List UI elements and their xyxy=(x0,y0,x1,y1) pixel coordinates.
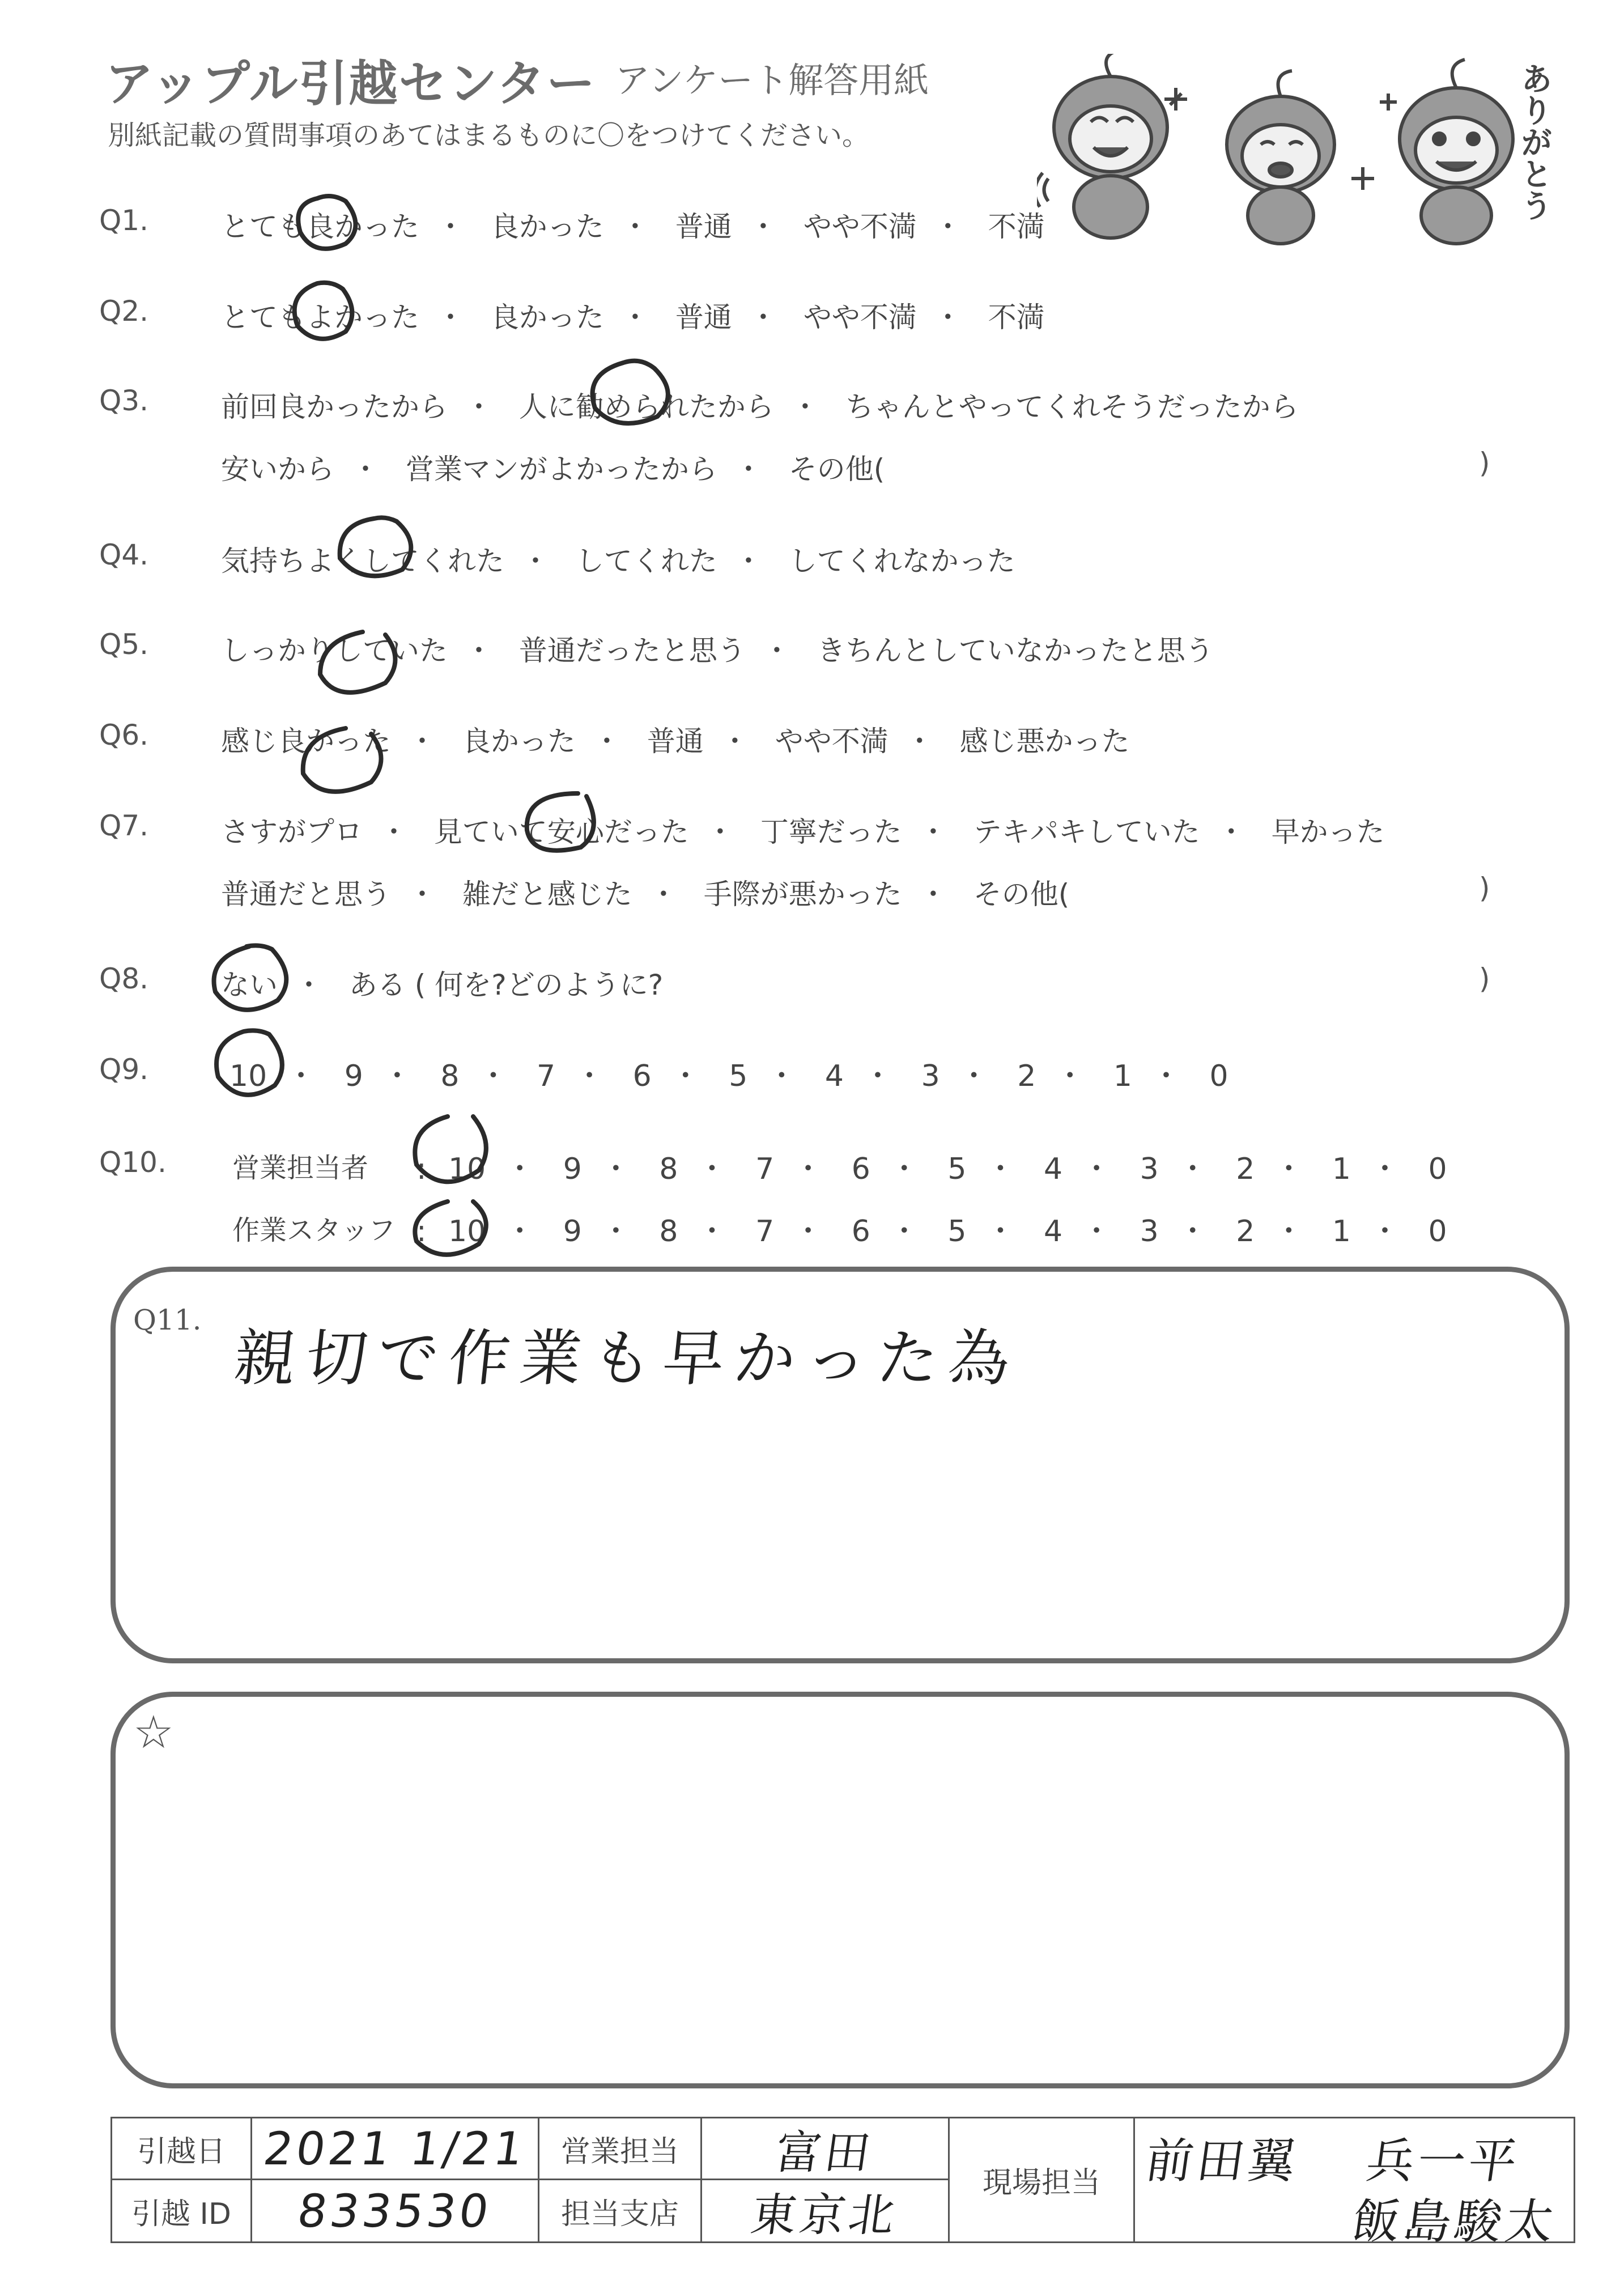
q5-options: しっかりしていた ・ 普通だったと思う ・ きちんとしていなかったと思う xyxy=(221,628,1214,669)
q9-value[interactable]: 8 xyxy=(440,1059,460,1093)
q3-option[interactable]: 営業マンがよかったから xyxy=(405,453,717,486)
q10-sales-label: 営業担当者 xyxy=(232,1152,369,1184)
q2-option[interactable]: 普通 xyxy=(675,301,732,334)
q8-label: Q8. xyxy=(99,962,149,995)
site-rep-label: 現場担当 xyxy=(948,2117,1135,2243)
q10-sales-value[interactable]: 9 xyxy=(563,1152,582,1186)
moving-date-label: 引越日 xyxy=(110,2117,252,2180)
q9-value[interactable]: 9 xyxy=(344,1059,363,1093)
footer-table xyxy=(110,2117,1575,2249)
moving-id-cell[interactable] xyxy=(250,2179,539,2243)
q3-label: Q3. xyxy=(99,384,149,417)
q10-staff-value[interactable]: 5 xyxy=(947,1215,967,1249)
site-rep-cell[interactable] xyxy=(1133,2117,1575,2249)
q10-sales-value[interactable]: 0 xyxy=(1428,1152,1447,1186)
q2-option[interactable]: とてもよかった xyxy=(221,301,419,334)
sales-rep-cell[interactable] xyxy=(700,2117,950,2180)
q6-option[interactable]: 普通 xyxy=(647,725,704,758)
q3-option[interactable]: 前回良かったから xyxy=(221,390,448,423)
q6-options: 感じ良かった ・ 良かった ・ 普通 ・ やや不満 ・ 感じ悪かった xyxy=(221,719,1130,759)
monkey-mascots-illustration xyxy=(1037,54,1564,247)
q7-option-other[interactable]: その他( xyxy=(973,878,1070,911)
moving-id-label: 引越 ID xyxy=(110,2179,252,2243)
q9-value[interactable]: 3 xyxy=(921,1059,940,1093)
q10-staff-value[interactable]: 3 xyxy=(1140,1215,1159,1249)
q10-staff-value[interactable]: 7 xyxy=(755,1215,775,1249)
q10-staff-value[interactable]: 8 xyxy=(659,1215,678,1249)
q11-handwritten-answer: 親切で作業も早かった為 xyxy=(231,1323,1024,1394)
q4-option[interactable]: してくれた xyxy=(575,545,717,578)
q1-option[interactable]: とても良かった xyxy=(221,210,419,243)
q1-option[interactable]: 良かった xyxy=(490,210,604,243)
q10-staff-value[interactable]: 2 xyxy=(1236,1215,1255,1249)
q7-options-line2: 普通だと思う ・ 雑だと感じた ・ 手際が悪かった ・ その他( xyxy=(221,872,1069,912)
q9-value[interactable]: 7 xyxy=(537,1059,556,1093)
branch-value: 東京北 xyxy=(747,2188,902,2241)
q5-option[interactable]: しっかりしていた xyxy=(221,634,448,667)
site-rep-value: 兵一平 xyxy=(1363,2133,1524,2189)
monkey-laughing-icon xyxy=(1037,54,1167,238)
star-comment-box[interactable] xyxy=(110,1692,1570,2088)
q6-option[interactable]: やや不満 xyxy=(775,725,888,758)
q3-option[interactable]: ちゃんとやってくれそうだったから xyxy=(845,390,1299,423)
q5-label: Q5. xyxy=(99,628,149,661)
q9-value[interactable]: 1 xyxy=(1113,1059,1132,1093)
q1-options: とても良かった ・ 良かった ・ 普通 ・ やや不満 ・ 不満 xyxy=(221,204,1045,245)
q9-value[interactable]: 5 xyxy=(729,1059,748,1093)
q7-option[interactable]: テキパキしていた xyxy=(973,816,1200,848)
q1-option[interactable]: 普通 xyxy=(675,210,732,243)
q9-scale: 10 ・ 9 ・ 8 ・ 7 ・ 6 ・ 5 ・ 4 ・ 3 ・ 2 ・ 1 ・ 0 xyxy=(229,1059,1228,1093)
q7-option[interactable]: 普通だと思う xyxy=(221,878,391,911)
q10-sales-value[interactable]: 2 xyxy=(1236,1152,1255,1186)
site-rep-value: 前田翼 xyxy=(1142,2133,1303,2189)
q10-staff-scale: : 10 ・ 9 ・ 8 ・ 7 ・ 6 ・ 5 ・ 4 ・ 3 ・ 2 ・ 1 ・ 0 xyxy=(416,1215,1447,1249)
q10-staff-value[interactable]: 0 xyxy=(1428,1215,1447,1249)
q1-label: Q1. xyxy=(99,204,149,237)
moving-date-cell[interactable] xyxy=(250,2117,539,2180)
q7-close-paren: ) xyxy=(1479,872,1490,905)
q7-option[interactable]: 見ていて安心だった xyxy=(433,816,689,848)
q2-options: とてもよかった ・ 良かった ・ 普通 ・ やや不満 ・ 不満 xyxy=(221,295,1045,336)
monkey-smiling-icon xyxy=(1400,60,1513,244)
q8-options: ない ・ ある ( 何を?どのように? xyxy=(221,962,663,1003)
branch-cell[interactable] xyxy=(700,2179,950,2243)
sales-rep-label: 営業担当 xyxy=(538,2117,702,2180)
q5-option[interactable]: 普通だったと思う xyxy=(518,634,746,667)
form-subtitle: アンケート解答用紙 xyxy=(615,60,929,101)
q10-sales-value[interactable]: 1 xyxy=(1332,1152,1351,1186)
q3-option[interactable]: 人に勧められたから xyxy=(518,390,774,423)
q10-sales-value[interactable]: 6 xyxy=(851,1152,870,1186)
moving-id-value: 833530 xyxy=(294,2184,496,2237)
instruction-text: 別紙記載の質問事項のあてはまるものに〇をつけてください。 xyxy=(108,120,870,151)
q3-options-line1: 前回良かったから ・ 人に勧められたから ・ ちゃんとやってくれそうだったから xyxy=(221,384,1299,425)
q6-option[interactable]: 良かった xyxy=(462,725,576,758)
q8-option[interactable]: ある ( 何を?どのように? xyxy=(348,969,664,1001)
sales-rep-value: 富田 xyxy=(772,2126,877,2179)
q2-label: Q2. xyxy=(99,295,149,328)
q4-options: 気持ちよくしてくれた ・ してくれた ・ してくれなかった xyxy=(221,538,1015,579)
q4-option[interactable]: してくれなかった xyxy=(788,545,1015,578)
q2-option[interactable]: 良かった xyxy=(490,301,604,334)
branch-label: 担当支店 xyxy=(538,2179,702,2243)
q3-option-other[interactable]: その他( xyxy=(788,453,885,486)
q7-option[interactable]: さすがプロ xyxy=(221,816,363,848)
site-rep-value: 飯島駿太 xyxy=(1349,2194,1561,2249)
q6-option[interactable]: 感じ悪かった xyxy=(959,725,1130,758)
moving-date-value: 2021 1/21 xyxy=(260,2122,530,2175)
q10-staff-value[interactable]: 9 xyxy=(563,1215,582,1249)
q10-staff-value[interactable]: 6 xyxy=(851,1215,870,1249)
q9-label: Q9. xyxy=(99,1053,149,1086)
q10-staff-label: 作業スタッフ xyxy=(232,1215,396,1246)
q6-option[interactable]: 感じ良かった xyxy=(221,725,391,758)
q7-option[interactable]: 手際が悪かった xyxy=(703,878,902,911)
q1-option[interactable]: やや不満 xyxy=(803,210,917,243)
q4-option[interactable]: 気持ちよくしてくれた xyxy=(221,545,504,578)
q7-options-line1: さすがプロ ・ 見ていて安心だった ・ 丁寧だった ・ テキパキしていた ・ 早かった xyxy=(221,809,1385,850)
q10-sales-value[interactable]: 8 xyxy=(659,1152,678,1186)
q11-label: Q11. xyxy=(133,1303,202,1336)
arigatou-text: ありがとう xyxy=(1516,62,1553,221)
q3-option[interactable]: 安いから xyxy=(221,453,334,486)
q9-value[interactable]: 4 xyxy=(824,1059,844,1093)
q2-option[interactable]: やや不満 xyxy=(803,301,917,334)
q10-staff-value[interactable]: 1 xyxy=(1332,1215,1351,1249)
q9-value[interactable]: 0 xyxy=(1209,1059,1228,1093)
q4-label: Q4. xyxy=(99,538,149,571)
q10-label: Q10. xyxy=(99,1146,167,1179)
q2-option[interactable]: 不満 xyxy=(988,301,1045,334)
star-icon: ☆ xyxy=(133,1706,174,1759)
q5-option[interactable]: きちんとしていなかったと思う xyxy=(817,634,1214,667)
q9-value[interactable]: 10 xyxy=(229,1059,267,1093)
form-title: アップル引越センター xyxy=(105,56,597,112)
q10-sales-value[interactable]: 7 xyxy=(755,1152,775,1186)
q1-option[interactable]: 不満 xyxy=(988,210,1045,243)
q10-staff-value[interactable]: 10 xyxy=(448,1215,486,1249)
q7-option[interactable]: 丁寧だった xyxy=(760,816,902,848)
q9-value[interactable]: 2 xyxy=(1017,1059,1036,1093)
q8-option[interactable]: ない xyxy=(221,969,278,1001)
q10-sales-scale: : 10 ・ 9 ・ 8 ・ 7 ・ 6 ・ 5 ・ 4 ・ 3 ・ 2 ・ 1 ・ 0 xyxy=(416,1152,1447,1186)
q7-option[interactable]: 早かった xyxy=(1271,816,1385,848)
q10-sales-value[interactable]: 4 xyxy=(1043,1152,1063,1186)
q10-staff-value[interactable]: 4 xyxy=(1043,1215,1063,1249)
q7-option[interactable]: 雑だと感じた xyxy=(462,878,632,911)
monkey-shy-icon xyxy=(1227,71,1334,244)
q8-close-paren: ) xyxy=(1479,962,1490,995)
q7-label: Q7. xyxy=(99,809,149,842)
q6-label: Q6. xyxy=(99,719,149,751)
q3-close-paren: ) xyxy=(1479,447,1490,479)
q3-options-line2: 安いから ・ 営業マンがよかったから ・ その他( xyxy=(221,447,885,487)
q10-sales-value[interactable]: 10 xyxy=(448,1152,486,1186)
q9-value[interactable]: 6 xyxy=(632,1059,652,1093)
q10-sales-value[interactable]: 3 xyxy=(1140,1152,1159,1186)
q10-sales-value[interactable]: 5 xyxy=(947,1152,967,1186)
